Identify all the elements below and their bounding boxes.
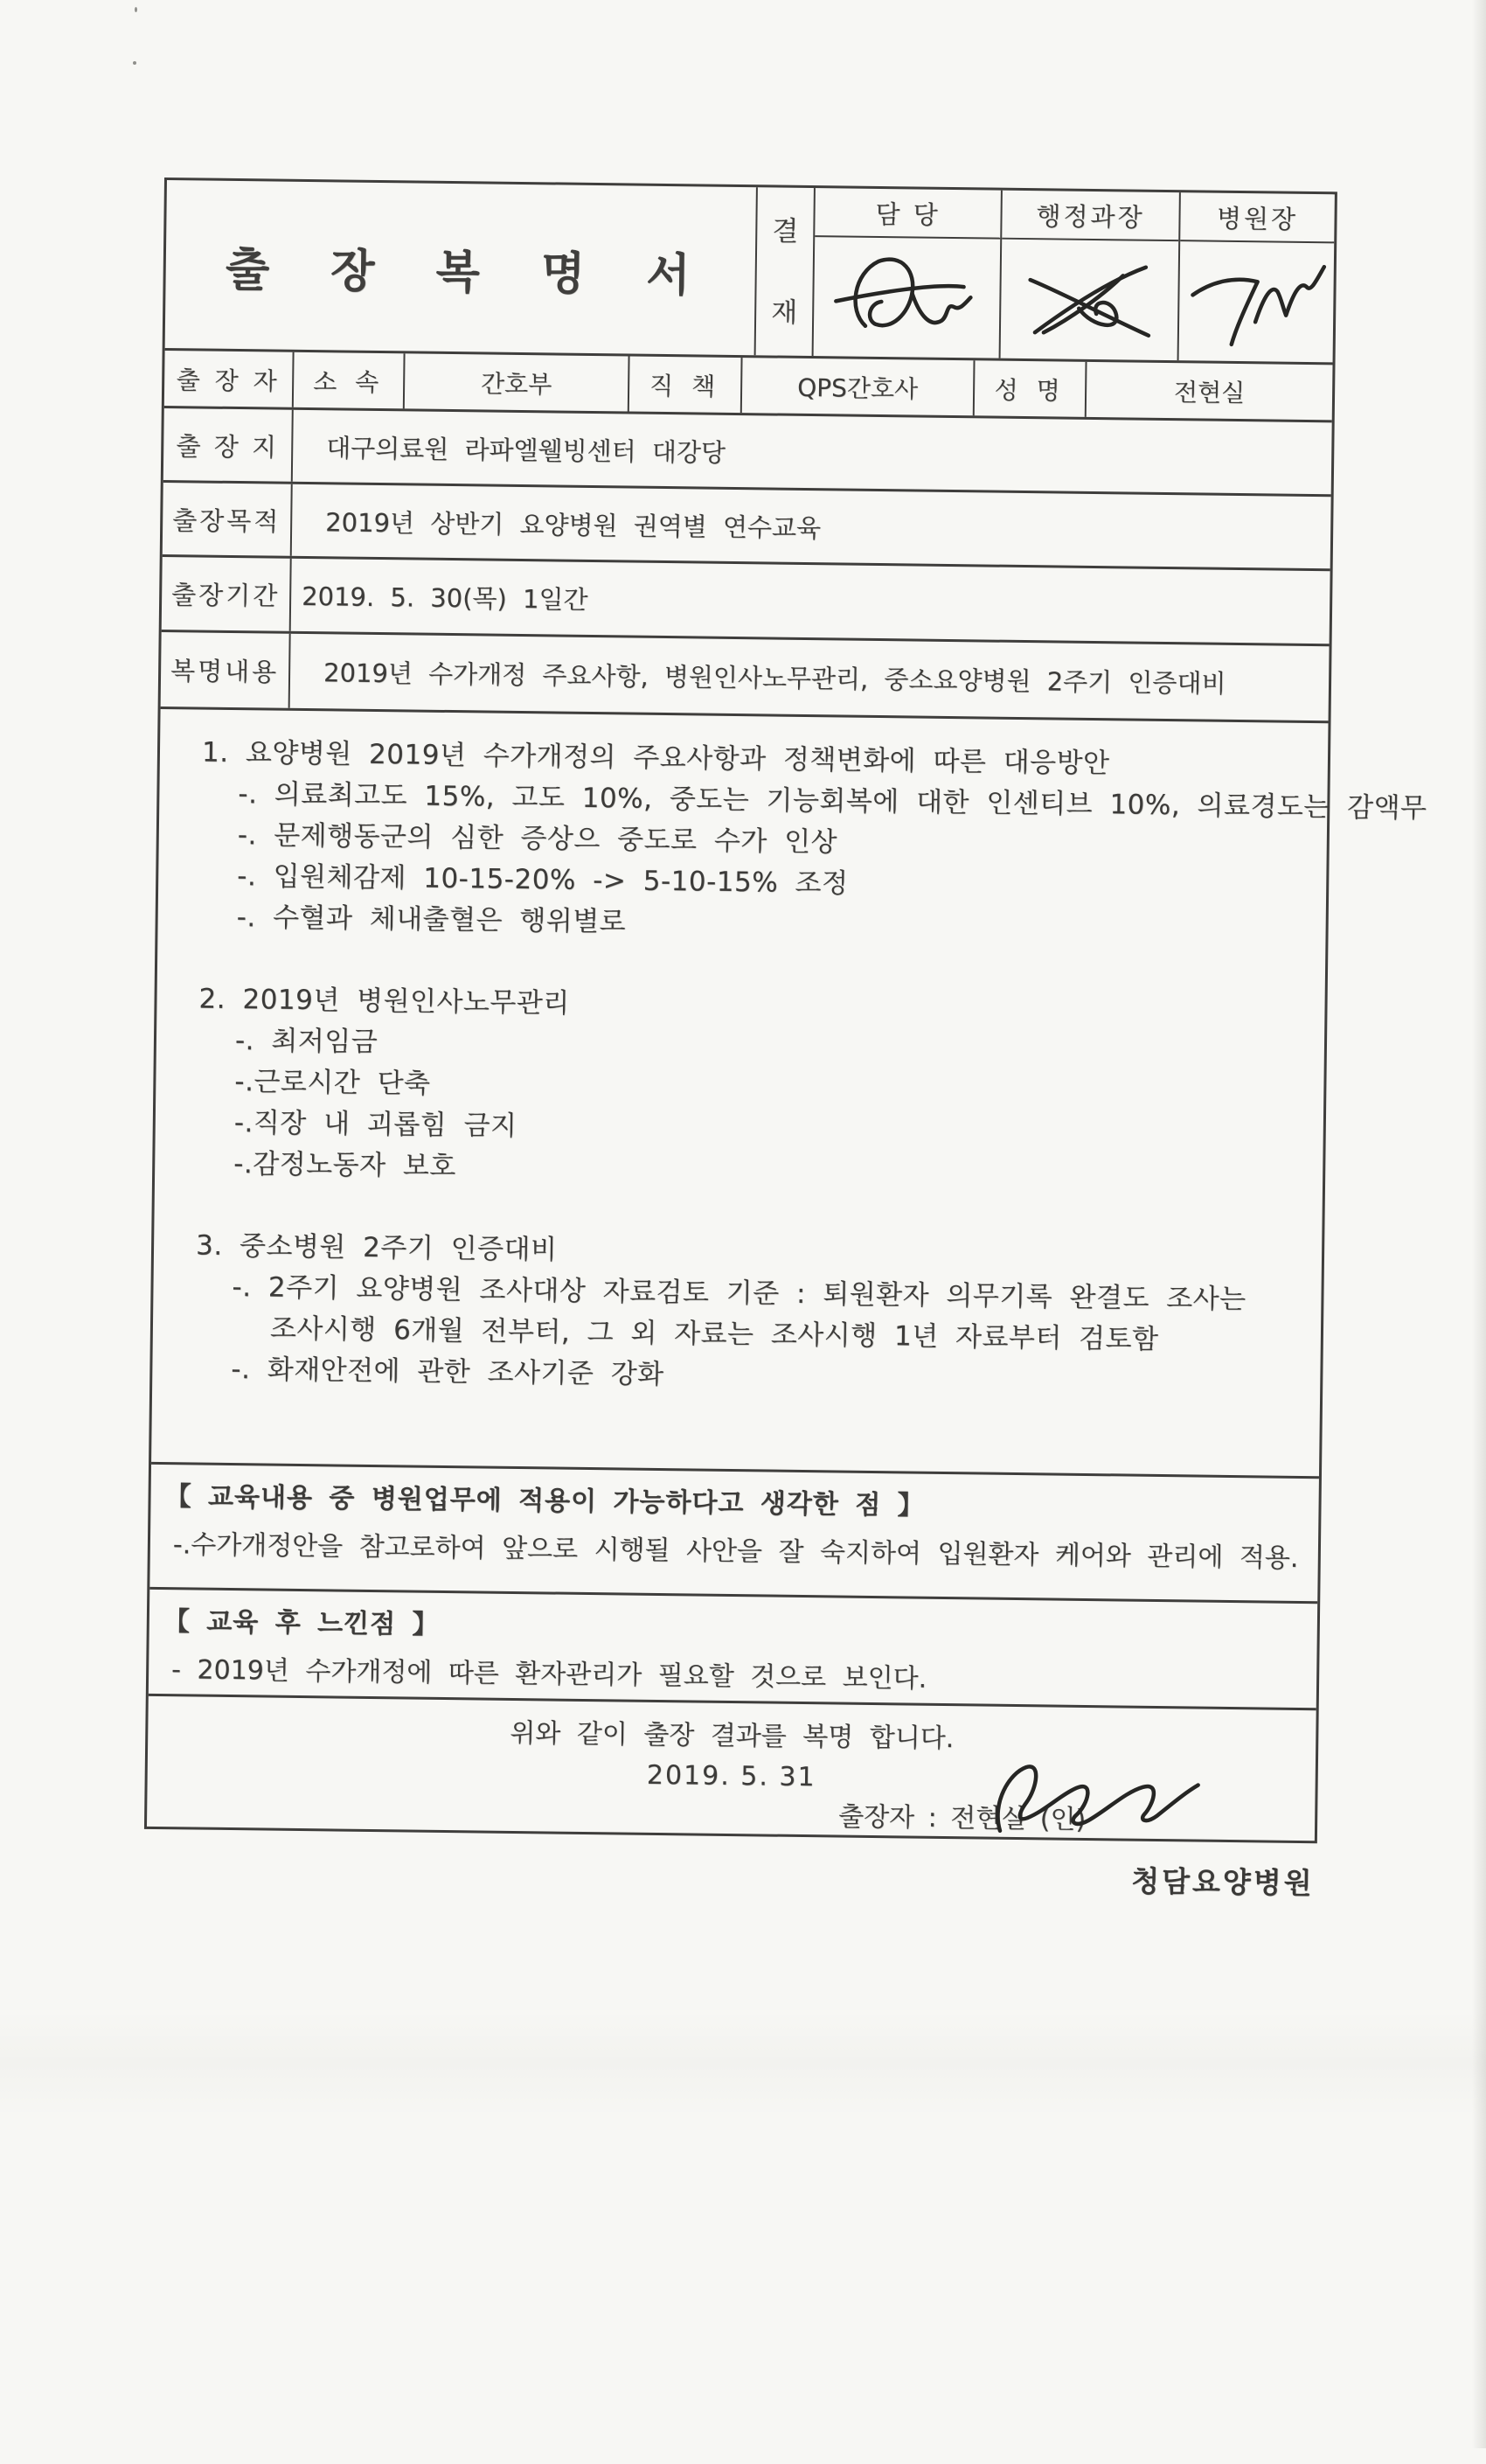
impressions-section [149, 1590, 1317, 1710]
period-value: 2019. 5. 30(목) 1일간 [301, 581, 588, 615]
purpose-row [163, 483, 1331, 571]
report-line: 1. 요양병원 2019년 수가개정의 주요사항과 정책변화에 따른 대응방안 [201, 736, 1110, 780]
position-value: QPS간호사 [742, 358, 976, 415]
signature-haengjeong-gwajang [1001, 240, 1179, 360]
report-line: -. 수혈과 체내출혈은 행위별로 [236, 901, 627, 938]
approval-col-label: 행정과장 [1002, 191, 1179, 241]
destination-label: 출 장 지 [163, 408, 294, 482]
hospital-name: 청담요양병원 [1131, 1863, 1315, 1901]
approval-col-byeongwonjang [1177, 192, 1335, 362]
signature-traveler [984, 1749, 1212, 1856]
report-line: -.직장 내 괴롭힘 금지 [233, 1107, 517, 1142]
approval-label-top: 결 [772, 215, 799, 247]
name-label: 성 명 [975, 360, 1087, 417]
traveler-row-label: 출 장 자 [164, 351, 295, 407]
report-line: -.근로시간 단축 [234, 1066, 431, 1100]
position-label: 직 책 [629, 356, 743, 413]
report-line: -. 의료최고도 15%, 고도 10%, 중도는 기능회복에 대한 인센티브 10%, 의료경도는 감액무 [238, 778, 1427, 825]
report-line: -. 입원체감제 10-15-20% -> 5-10-15% 조정 [237, 860, 849, 900]
report-line: 3. 중소병원 2주기 인증대비 [195, 1229, 558, 1266]
period-row [162, 557, 1330, 646]
form-header [165, 180, 1335, 365]
department-value: 간호부 [405, 353, 630, 411]
department-label: 소 속 [294, 352, 406, 409]
report-summary-row [161, 632, 1330, 723]
destination-value: 대구의료원 라파엘웰빙센터 대강당 [326, 432, 726, 468]
applicable-points-line: -.수가개정안을 참고로하여 앞으로 시행될 사안을 잘 숙지하여 입원환자 케어와 관리에 적용. [172, 1529, 1299, 1574]
approval-label-bottom: 재 [770, 296, 798, 329]
period-label: 출장기간 [162, 557, 292, 631]
closing-signer: 출장자 : 전현실 (인) [837, 1801, 1087, 1835]
report-line: -. 2주기 요양병원 조사대상 자료검토 기준 : 퇴원환자 의무기록 완결도 조사는 [232, 1271, 1246, 1316]
report-summary-value: 2019년 수가개정 주요사항, 병원인사노무관리, 중소요양병원 2주기 인증대비 [323, 658, 1226, 699]
page-title: 출 장 복 명 서 [225, 243, 713, 303]
signature-damdang [814, 237, 1001, 358]
purpose-label: 출장목적 [163, 483, 293, 556]
impressions-line: - 2019년 수가개정에 따른 환자관리가 필요할 것으로 보인다. [170, 1654, 927, 1695]
approval-col-haengjeong [999, 191, 1179, 360]
closing-statement: 위와 같이 출장 결과를 복명 합니다. [510, 1717, 955, 1755]
approval-col-damdang [814, 188, 1001, 358]
closing-date: 2019. 5. 31 [646, 1759, 816, 1793]
impressions-header: 【 교육 후 느낀점 】 [163, 1606, 440, 1640]
approval-stamp-column [756, 187, 816, 356]
approval-col-label: 병원장 [1180, 192, 1335, 243]
report-line: -. 문제행동군의 심한 증상으 중도로 수가 인상 [237, 819, 838, 859]
name-value: 전현실 [1173, 377, 1246, 407]
destination-row [163, 408, 1332, 497]
approval-col-label: 담 당 [815, 188, 1001, 240]
closing-section [147, 1696, 1316, 1841]
report-line: -.감정노동자 보호 [233, 1148, 456, 1183]
report-summary-label: 복명내용 [161, 632, 291, 708]
trip-report-form [144, 177, 1427, 1843]
report-line: -. 최저임금 [234, 1025, 378, 1059]
signature-byeongwonjang [1179, 241, 1335, 362]
report-line: 조사시행 6개월 전부터, 그 외 자료는 조사시행 1년 자료부터 검토함 [269, 1312, 1159, 1355]
applicable-points-header: 【 교육내용 중 병원업무에 적용이 가능하다고 생각한 점 】 [164, 1481, 925, 1521]
applicable-points-section [149, 1465, 1319, 1604]
purpose-value: 2019년 상반기 요양병원 권역별 연수교육 [325, 506, 822, 543]
report-line: -. 화재안전에 관한 조사기준 강화 [231, 1354, 664, 1391]
form-title-cell [165, 180, 758, 355]
report-body [151, 709, 1427, 1479]
approval-grid [814, 188, 1335, 362]
report-line: 2. 2019년 병원인사노무관리 [198, 983, 570, 1020]
